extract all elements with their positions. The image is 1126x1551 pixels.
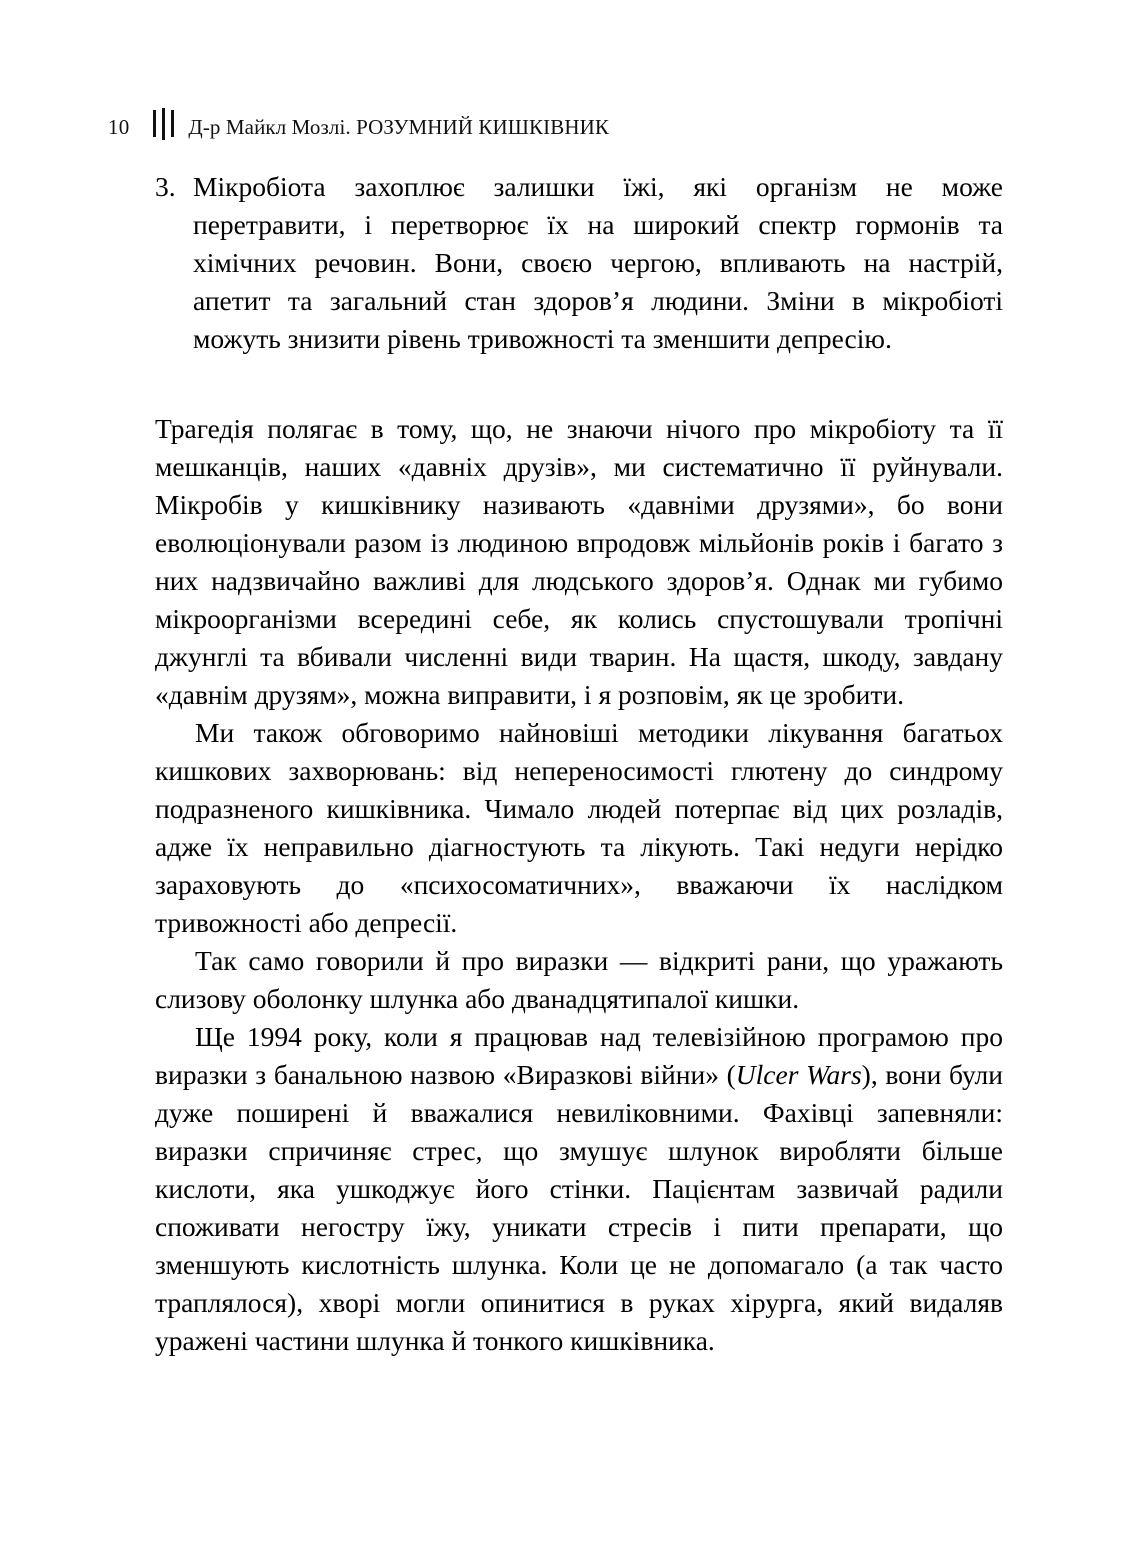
work-title-ulcer-wars: Ulcer Wars bbox=[735, 1059, 862, 1090]
running-header bbox=[108, 106, 609, 141]
text-column bbox=[155, 168, 1003, 1360]
paragraph-4-text-after-title: ), вони були дуже поширені й вважалися невиліковними. Фахівці запевняли: виразки спричиняє стрес, що змушує шлунок виробляти більше кислоти, яка ушкоджує його стінки. Пацієнтам зазвичай радили споживати негостру їжу, уникати стресів і пити препарати, що зменшують кислотність шлунка. Коли це не допомагало (а так часто траплялося), хворі могли опинитися в руках хірурга, який видаляв уражені частини шлунка й тонкого кишківника. bbox=[155, 1059, 1003, 1356]
body-text bbox=[155, 410, 1003, 1360]
paragraph-4-text-before-title: Ще 1994 року, коли я працював над телевізійною програмою про виразки з банальною назвою «Виразкові війни» ( bbox=[155, 1021, 1003, 1090]
numbered-list bbox=[155, 168, 1003, 358]
running-title: Д-р Майкл Мозлі. РОЗУМНИЙ КИШКІВНИК bbox=[188, 115, 609, 139]
list-item bbox=[155, 168, 1003, 358]
three-bars-ornament-icon bbox=[153, 109, 174, 137]
list-item-marker: 3. bbox=[155, 171, 176, 202]
page-number: 10 bbox=[108, 115, 130, 139]
paragraph-1: Трагедія полягає в тому, що, не знаючи нічого про мікробіоту та її мешканців, наших «давніх друзів», ми систематично її руйнували. Мікробів у кишківнику називають «давніми друзями», бо вони еволюціонували разом із людиною впродовж мільйонів років і багато з них надзвичайно важливі для людського здоров’я. Однак ми губимо мікроорганізми всередині себе, як колись спустошували тропічні джунглі та вбивали численні види тварин. На щастя, шкоду, завдану «давнім друзям», можна виправити, і я розповім, як це зробити. bbox=[155, 413, 1003, 710]
paragraph-2: Ми також обговоримо найновіші методики лікування багатьох кишкових захворювань: від непереносимості глютену до синдрому подразненого кишківника. Чимало людей потерпає від цих розладів, адже їх неправильно діагностують та лікують. Такі недуги нерідко зараховують до «психосоматичних», вважаючи їх наслідком тривожності або депресії. bbox=[155, 717, 1003, 938]
list-item-text: Мікробіота захоплює залишки їжі, які організм не може перетравити, і перетворює їх на широкий спектр гормонів та хімічних речовин. Вони, своєю чергою, впливають на настрій, апетит та загальний стан здоров’я людини. Зміни в мікробіоті можуть знизити рівень тривожності та зменшити депресію. bbox=[193, 171, 1003, 354]
paragraph-3: Так само говорили й про виразки — відкриті рани, що уражають слизову оболонку шлунка або дванадцятипалої кишки. bbox=[155, 945, 1003, 1014]
paragraph-4 bbox=[155, 1018, 1003, 1360]
